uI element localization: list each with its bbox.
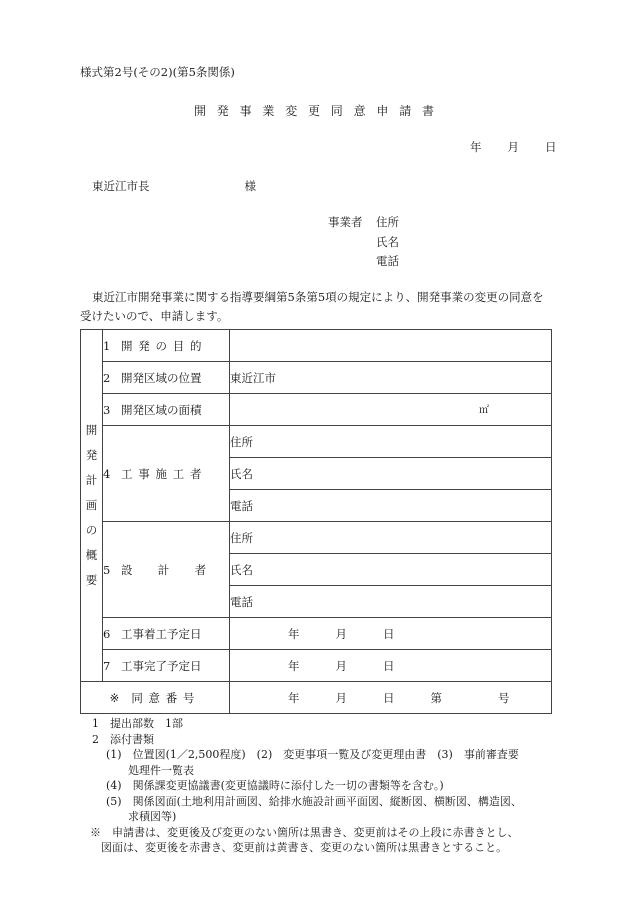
row-label-area: 3 開発区域の面積 (103, 394, 230, 426)
page-title: 開発事業変更同意申請書 (194, 104, 445, 118)
purpose-field[interactable] (230, 330, 552, 362)
applicant-label: 事業者 (328, 215, 363, 229)
consent-label-cell (81, 682, 230, 714)
location-field[interactable]: 東近江市 (230, 362, 552, 394)
row-label-location: 2 開発区域の位置 (103, 362, 230, 394)
designer-phone-field[interactable]: 電話 (230, 586, 552, 618)
note-attachments: 2 添付書類 (92, 732, 154, 746)
area-field[interactable] (230, 394, 552, 426)
row-label-start: 6 工事着工予定日 (103, 618, 230, 650)
contractor-phone-field[interactable]: 電話 (230, 490, 552, 522)
table-row (81, 522, 552, 554)
applicant-name-label: 氏名 (376, 235, 399, 249)
note-copies: 1 提出部数 1部 (92, 717, 183, 730)
table-row (81, 650, 552, 682)
row-label-contractor: 4 工事施工者 (103, 426, 230, 522)
body-text-line-2: 受けたいので、申請します。 (80, 309, 229, 323)
consent-mark: ※ (109, 690, 120, 705)
table-row (81, 682, 552, 714)
side-label-cell (81, 330, 103, 682)
table-row (81, 394, 552, 426)
contractor-address-field[interactable]: 住所 (230, 426, 552, 458)
note-remark: ※ 申請書は、変更後及び変更のない箇所は黒書き、変更前はその上段に赤書きとし、 (90, 825, 519, 839)
addressee (92, 178, 256, 194)
consent-label: 同意番号 (131, 690, 201, 705)
application-table (80, 329, 552, 714)
row-label-designer: 5 設計者 (103, 522, 230, 618)
note-item: 処理件一覧表 (106, 763, 194, 777)
start-date-field[interactable]: 年 月 日 (230, 618, 552, 650)
consent-number-field[interactable]: 年 月 日 第 号 (230, 682, 552, 714)
form-number: 様式第2号(その2)(第5条関係) (80, 65, 235, 79)
note-item: (1) 位置図(1／2,500程度) (2) 変更事項一覧及び変更理由書 (3) 事前審査要 (106, 748, 519, 761)
date-line (470, 139, 557, 155)
table-row (81, 426, 552, 458)
note-item: (5) 関係図面(土地利用計画図、給排水施設計画平面図、縦断図、横断図、構造図、 (106, 794, 522, 808)
row-label-end: 7 工事完了予定日 (103, 650, 230, 682)
date-month: 月 (507, 140, 519, 154)
note-remark: 図面は、変更後を赤書き、変更前は黄書き、変更のない箇所は黒書きとすること。 (90, 841, 508, 854)
note-item: 求積図等) (106, 810, 177, 823)
end-date-field[interactable]: 年 月 日 (230, 650, 552, 682)
table-row (81, 362, 552, 394)
date-year: 年 (470, 140, 482, 154)
side-label: 開発計画の概要 (85, 423, 98, 587)
table-row (81, 618, 552, 650)
body-text-line-1: 東近江市開発事業に関する指導要綱第5条第5項の規定により、開発事業の変更の同意を (92, 290, 544, 304)
contractor-name-field[interactable]: 氏名 (230, 458, 552, 490)
addressee-honorific: 様 (244, 179, 256, 193)
designer-name-field[interactable]: 氏名 (230, 554, 552, 586)
notes (92, 716, 522, 856)
applicant-phone-label: 電話 (376, 254, 399, 268)
designer-address-field[interactable]: 住所 (230, 522, 552, 554)
note-item: (4) 関係課変更協議書(変更協議時に添付した一切の書類等を含む。) (106, 779, 444, 792)
row-label-purpose: 1 開発の目的 (103, 330, 230, 362)
applicant-address-label: 住所 (376, 215, 399, 229)
table-row (81, 330, 552, 362)
addressee-name: 東近江市長 (92, 179, 150, 193)
area-unit: ㎡ (479, 405, 489, 416)
date-day: 日 (545, 140, 557, 154)
